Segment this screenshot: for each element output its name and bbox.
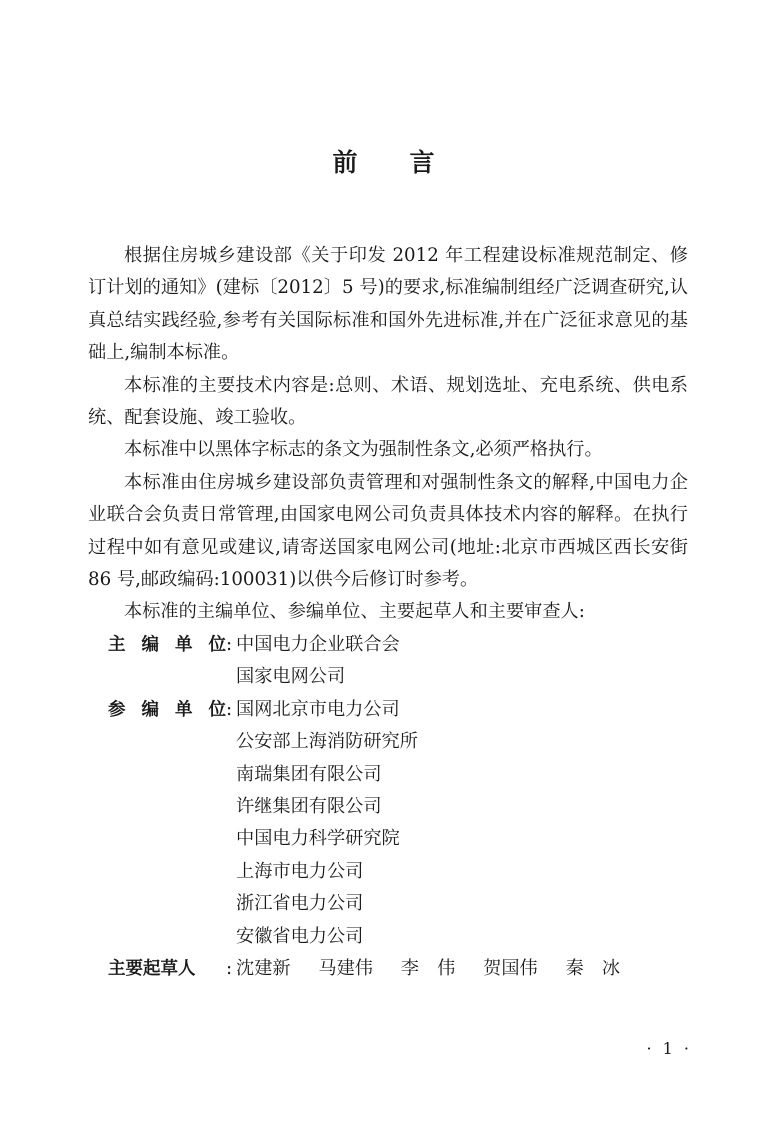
paragraph-basis: 根据住房城乡建设部《关于印发 2012 年工程建设标准规范制定、修订计划的通知》(建标〔2012〕5 号)的要求,标准编制组经广泛调查研究,认真总结实践经验,参考有关国际标准和国外先进标准,并在广泛征求意见的基础上,编制本标准。 xyxy=(88,245,688,364)
title-char: 前 xyxy=(332,148,358,177)
unit-name: 许继集团有限公司 xyxy=(236,795,382,817)
drafters-label: 主要起草人 xyxy=(108,958,196,979)
drafter-name: 马建伟 xyxy=(318,957,373,979)
participants-label: 参 编 单 位 xyxy=(108,699,226,720)
unit-name: 浙江省电力公司 xyxy=(236,893,364,915)
participant-units: 参 编 单 位 : 国网北京市电力公司 公安部上海消防研究所 南瑞集团有限公司 许继集团有限公司 中国电力科学研究院 上海市电力公司 浙江省电力公司 安徽省电力公司 xyxy=(88,694,688,953)
drafters: 主要起草人 : 沈建新 马建伟 李 伟 贺国伟 秦 冰 xyxy=(88,953,688,985)
drafter-names xyxy=(236,953,688,985)
chief-editor-units: 主 编 单 位 : 中国电力企业联合会 国家电网公司 xyxy=(88,629,688,694)
unit-name: 国网北京市电力公司 xyxy=(236,698,400,720)
page-title xyxy=(0,143,767,179)
paragraph-management: 本标准由住房城乡建设部负责管理和对强制性条文的解释,中国电力企业联合会负责日常管理,由国家电网公司负责具体技术内容的解释。在执行过程中如有意见或建议,请寄送国家电网公司(地址:北京市西城区西长安街 86 号,邮政编码:100031)以供今后修订时参考。 xyxy=(88,471,688,591)
unit-name: 中国电力企业联合会 xyxy=(236,633,400,655)
unit-name: 上海市电力公司 xyxy=(236,860,364,882)
chief-editor-label: 主 编 单 位 xyxy=(108,634,226,655)
unit-name: 公安部上海消防研究所 xyxy=(236,731,418,753)
drafter-name: 秦 冰 xyxy=(565,957,621,979)
title-char: 言 xyxy=(409,148,435,177)
paragraph-contents: 本标准的主要技术内容是:总则、术语、规划选址、充电系统、供电系统、配套设施、竣工验收。 xyxy=(88,374,688,429)
unit-name: 南瑞集团有限公司 xyxy=(236,763,382,785)
page-number: · 1 · xyxy=(646,1039,692,1058)
drafter-name: 贺国伟 xyxy=(483,957,538,979)
paragraph-mandatory: 本标准中以黑体字标志的条文为强制性条文,必须严格执行。 xyxy=(124,439,603,461)
paragraph-units-intro: 本标准的主编单位、参编单位、主要起草人和主要审查人: xyxy=(124,601,585,623)
unit-name: 安徽省电力公司 xyxy=(236,925,364,947)
unit-name: 中国电力科学研究院 xyxy=(236,828,400,850)
preface-body xyxy=(88,240,688,985)
drafter-name: 沈建新 xyxy=(236,957,291,979)
drafter-name: 李 伟 xyxy=(400,957,456,979)
unit-name: 国家电网公司 xyxy=(236,666,346,688)
